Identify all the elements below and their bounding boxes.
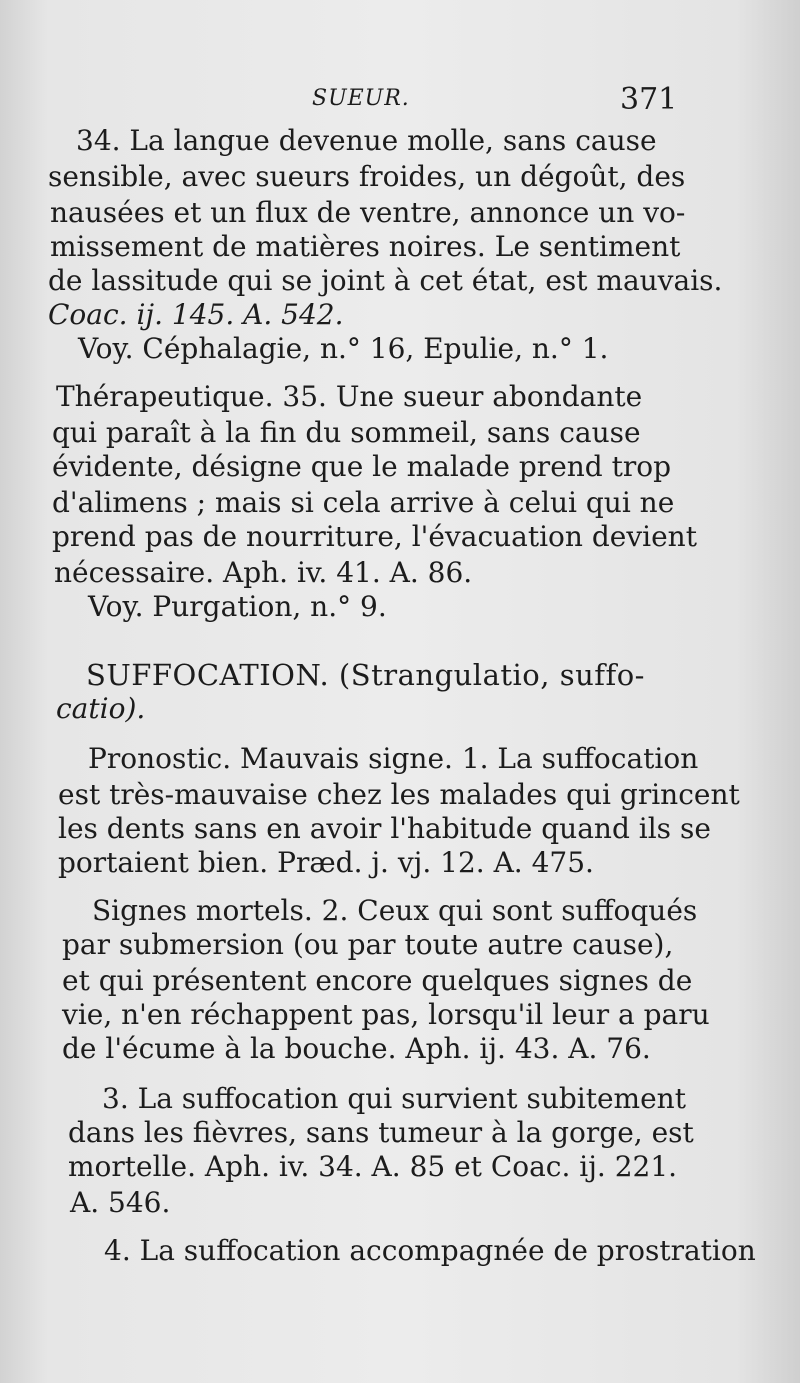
- text-line: dans les fièvres, sans tumeur à la gorge, est: [68, 1116, 694, 1149]
- running-head: SUEUR.: [312, 86, 410, 111]
- text-line: Coac. ij. 145. A. 542.: [48, 298, 344, 331]
- text-line: par submersion (ou par toute autre cause),: [62, 928, 674, 961]
- text-line: vie, n'en réchappent pas, lorsqu'il leur a paru: [62, 998, 710, 1031]
- text-line: prend pas de nourriture, l'évacuation devient: [52, 520, 697, 553]
- text-line: évidente, désigne que le malade prend trop: [52, 450, 672, 483]
- page-number: 371: [620, 82, 678, 117]
- text-line: missement de matières noires. Le sentiment: [50, 230, 681, 263]
- text-line: Voy. Purgation, n.° 9.: [88, 590, 387, 623]
- text-line: est très-mauvaise chez les malades qui grincent: [58, 778, 740, 811]
- text-line: A. 546.: [70, 1186, 171, 1219]
- text-line: les dents sans en avoir l'habitude quand ils se: [58, 812, 711, 845]
- text-line: de lassitude qui se joint à cet état, est mauvais.: [48, 264, 723, 297]
- text-line: Voy. Céphalagie, n.° 16, Epulie, n.° 1.: [78, 332, 609, 365]
- section-start-therapeutique: Thérapeutique. 35. Une sueur abondante: [56, 380, 643, 413]
- text-line: d'alimens ; mais si cela arrive à celui qui ne: [52, 486, 675, 519]
- text-line: nécessaire. Aph. iv. 41. A. 86.: [54, 556, 473, 589]
- text-line: qui paraît à la fin du sommeil, sans cause: [52, 416, 641, 449]
- text-line: catio).: [56, 692, 146, 725]
- text-line: portaient bien. Præd. j. vj. 12. A. 475.: [58, 846, 594, 879]
- section-start-signes-mortels: Signes mortels. 2. Ceux qui sont suffoqués: [92, 894, 698, 927]
- text-line: 4. La suffocation accompagnée de prostration: [104, 1234, 756, 1267]
- text-line: 3. La suffocation qui survient subitement: [102, 1082, 686, 1115]
- text-line: nausées et un flux de ventre, annonce un vo-: [50, 196, 686, 229]
- text-line: de l'écume à la bouche. Aph. ij. 43. A. 76.: [62, 1032, 651, 1065]
- text-line: et qui présentent encore quelques signes de: [62, 964, 693, 997]
- page-header: [0, 80, 800, 120]
- text-line: mortelle. Aph. iv. 34. A. 85 et Coac. ij. 221.: [68, 1150, 678, 1183]
- text-line: sensible, avec sueurs froides, un dégoût, des: [48, 160, 686, 193]
- entry-heading: SUFFOCATION. (Strangulatio, suffo-: [86, 658, 645, 692]
- section-start-pronostic: Pronostic. Mauvais signe. 1. La suffocation: [88, 742, 699, 775]
- text-line: 34. La langue devenue molle, sans cause: [76, 124, 657, 157]
